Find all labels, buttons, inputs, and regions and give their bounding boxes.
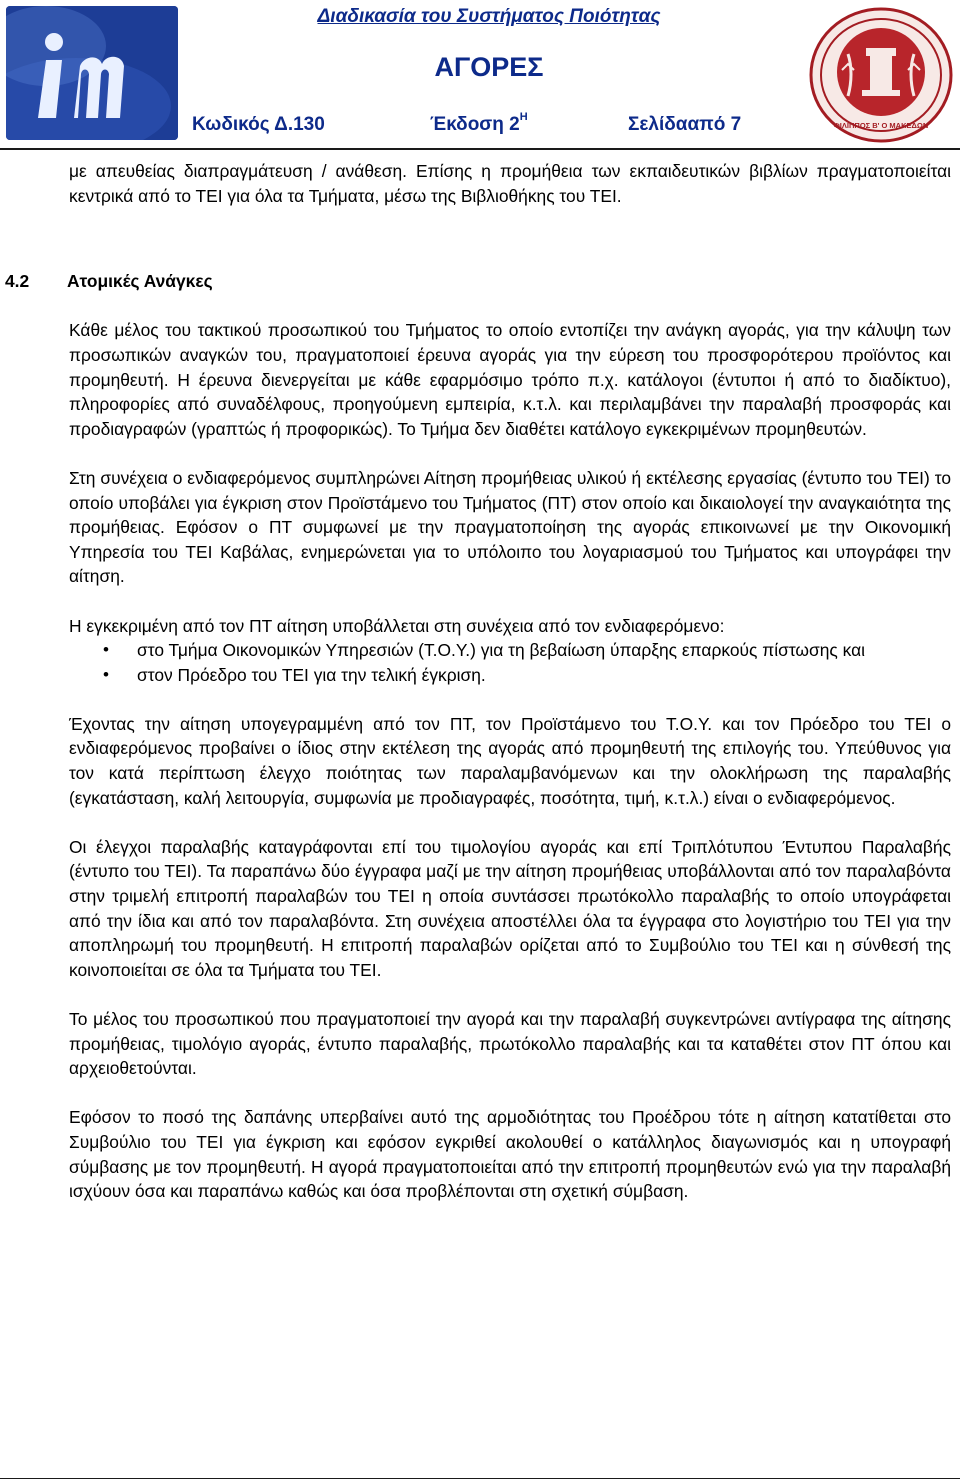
- document-code: Κωδικός Δ.130: [192, 114, 325, 135]
- paragraph-4: Έχοντας την αίτηση υπογεγραμμένη από τον ΠΤ, τον Προϊστάμενο του Τ.Ο.Υ. και τον Πρόεδρο του ΤΕΙ ο ενδιαφερόμενος προβαίνει ο ίδιος στην εκτέλεση της αγοράς από προμηθευτή της επιλογής του. Υπεύθυνος για τον κατά περίπτωση έλεγχο ποιότητας των παραλαμβανόμενων και την ολοκλήρωση της παραλαβής (εγκατάσταση, καλή λειτουργία, συμφωνία με προδιαγραφές, ποσότητα, τιμή, κ.τ.λ.) είναι ο ενδιαφερόμενος.: [69, 713, 951, 808]
- document-body: [5, 149, 951, 1204]
- footer-divider: [0, 1478, 960, 1479]
- page-label: Σελίδα: [628, 114, 688, 135]
- paragraph-7: Εφόσον το ποσό της δαπάνης υπερβαίνει αυτό της αρμοδιότητας του Προέδρου τότε η αίτηση κατατίθεται στο Συμβούλιο του ΤΕΙ για έγκριση και εφόσον εγκριθεί ακολουθεί ο κατάλληλος διαγωνισμός και η υπογραφή σύμβασης με τον προμηθευτή. Η αγορά πραγματοποιείται από την επιτροπή προμηθευτών ενώ για την παραλαβή ισχύουν όσα και παραπάνω καθώς και όσα προβλέπονται στη σχετική σύμβαση.: [69, 1107, 951, 1202]
- paragraph-2: Στη συνέχεια ο ενδιαφερόμενος συμπληρώνει Αίτηση προμήθειας υλικού ή εκτέλεσης εργασίας (έντυπο του ΤΕΙ) το οποίο υποβάλει για έγκριση στον Προϊστάμενο του Τμήματος (ΠΤ) στον οποίο και δικαιολογεί την αναγκαιότητα της προμήθειας. Εφόσον ο ΠΤ συμφωνεί με την πραγματοποίηση της αγοράς επικοινωνεί με την Οικονομική Υπηρεσία του ΤΕΙ Καβάλας, ενημερώνεται για το υπόλοιπο του λογαριασμού του Τμήματος και υπογράφει την αίτηση.: [69, 467, 951, 587]
- system-title: Διαδικασία του Συστήματος Ποιότητας: [317, 6, 661, 27]
- paragraph-3: Η εγκεκριμένη από τον ΠΤ αίτηση υποβάλλεται στη συνέχεια από τον ενδιαφερόμενο:: [69, 615, 725, 636]
- list-item: [69, 638, 951, 663]
- paragraph-1: Κάθε μέλος του τακτικού προσωπικού του Τμήματος το οποίο εντοπίζει την ανάγκη αγοράς, για την κάλυψη των προσωπικών αναγκών του, πραγματοποιεί έρευνα αγοράς για την εύρεση του προσφορότερου προϊόντος και προμηθευτή. Η έρευνα διενεργείται με κάθε εφαρμόσιμο τρόπο π.χ. κατάλογοι (έντυποι ή από το διαδίκτυο), πληροφορίες από συναδέλφους, προηγούμενη εμπειρία, κ.τ.λ. και περιλαμβάνει την παραλαβή προσφοράς και προδιαγραφών (γραπτώς ή προφορικώς). Το Τμήμα δεν διαθέτει κατάλογο εγκεκριμένων προμηθευτών.: [69, 320, 951, 439]
- teiseal-icon: [808, 6, 954, 144]
- paragraph-5: Οι έλεγχοι παραλαβής καταγράφονται επί του τιμολογίου αγοράς και επί Τριπλότυπου Έντυπου Παραλαβής (έντυπο του ΤΕΙ). Τα παραπάνω δύο έγγραφα μαζί με την αίτηση προμήθειας υποβάλλονται από τον παραλαβόντα στην τριμελή επιτροπή παραλαβών του ΤΕΙ η οποία συντάσσει πρωτόκολλο παραλαβής το οποίο υπογράφεται από την ίδια και από τον παραλαβόντα. Στη συνέχεια αποστέλλει όλα τα έγγραφα στο λογιστήριο του ΤΕΙ για την αποπληρωμή του προμηθευτή. Η επιτροπή παραλαβών ορίζεται από το Συμβούλιο του ΤΕΙ και η σύνθεσή της κοινοποιείται σε όλα τα Τμήματα του ΤΕΙ.: [69, 836, 951, 980]
- list-item-text: στο Τμήμα Οικονομικών Υπηρεσιών (Τ.Ο.Υ.) για τη βεβαίωση ύπαρξης επαρκούς πίστωσης και: [137, 640, 866, 661]
- section-title: Ατομικές Ανάγκες: [67, 271, 213, 292]
- page-title: ΑΓΟΡΕΣ: [434, 52, 544, 82]
- section-heading: [5, 269, 951, 294]
- header-center: [178, 0, 800, 148]
- page-of: από 7: [687, 114, 742, 135]
- seal-caption: ΦΙΛΙΠΠΟΣ Β' Ο ΜΑΚΕΔΩΝ: [833, 121, 929, 130]
- list-item: [69, 663, 951, 688]
- section-number: 4.2: [5, 271, 30, 292]
- intro-paragraph: με απευθείας διαπραγμάτευση / ανάθεση. Επίσης η προμήθεια των εκπαιδευτικών βιβλίων πραγματοποιείται κεντρικά από το ΤΕΙ για όλα τα Τμήματα, μέσω της Βιβλιοθήκης του ΤΕΙ.: [69, 161, 951, 206]
- list-item-text: στον Πρόεδρο του ΤΕΙ για την τελική έγκριση.: [137, 664, 486, 685]
- page-number: [628, 114, 741, 136]
- bullet-icon: •: [103, 664, 109, 684]
- edition-superscript: Η: [519, 111, 528, 123]
- recipients-list: [69, 638, 951, 687]
- document-edition: [430, 111, 528, 136]
- paragraph-6: Το μέλος του προσωπικού που πραγματοποιεί την αγορά και την παραλαβή συγκεντρώνει αντίγραφα της αίτησης προμήθειας, τιμολόγιο αγοράς, έντυπο παραλαβής, πρωτόκολλο παραλαβής και τα καταθέτει στον ΠΤ όπου και αρχειοθετούνται.: [69, 1009, 951, 1079]
- document-header: [0, 0, 960, 150]
- bullet-icon: •: [103, 640, 109, 660]
- edition-label: Έκδοση 2: [430, 114, 520, 135]
- im-logo-icon: [6, 6, 178, 140]
